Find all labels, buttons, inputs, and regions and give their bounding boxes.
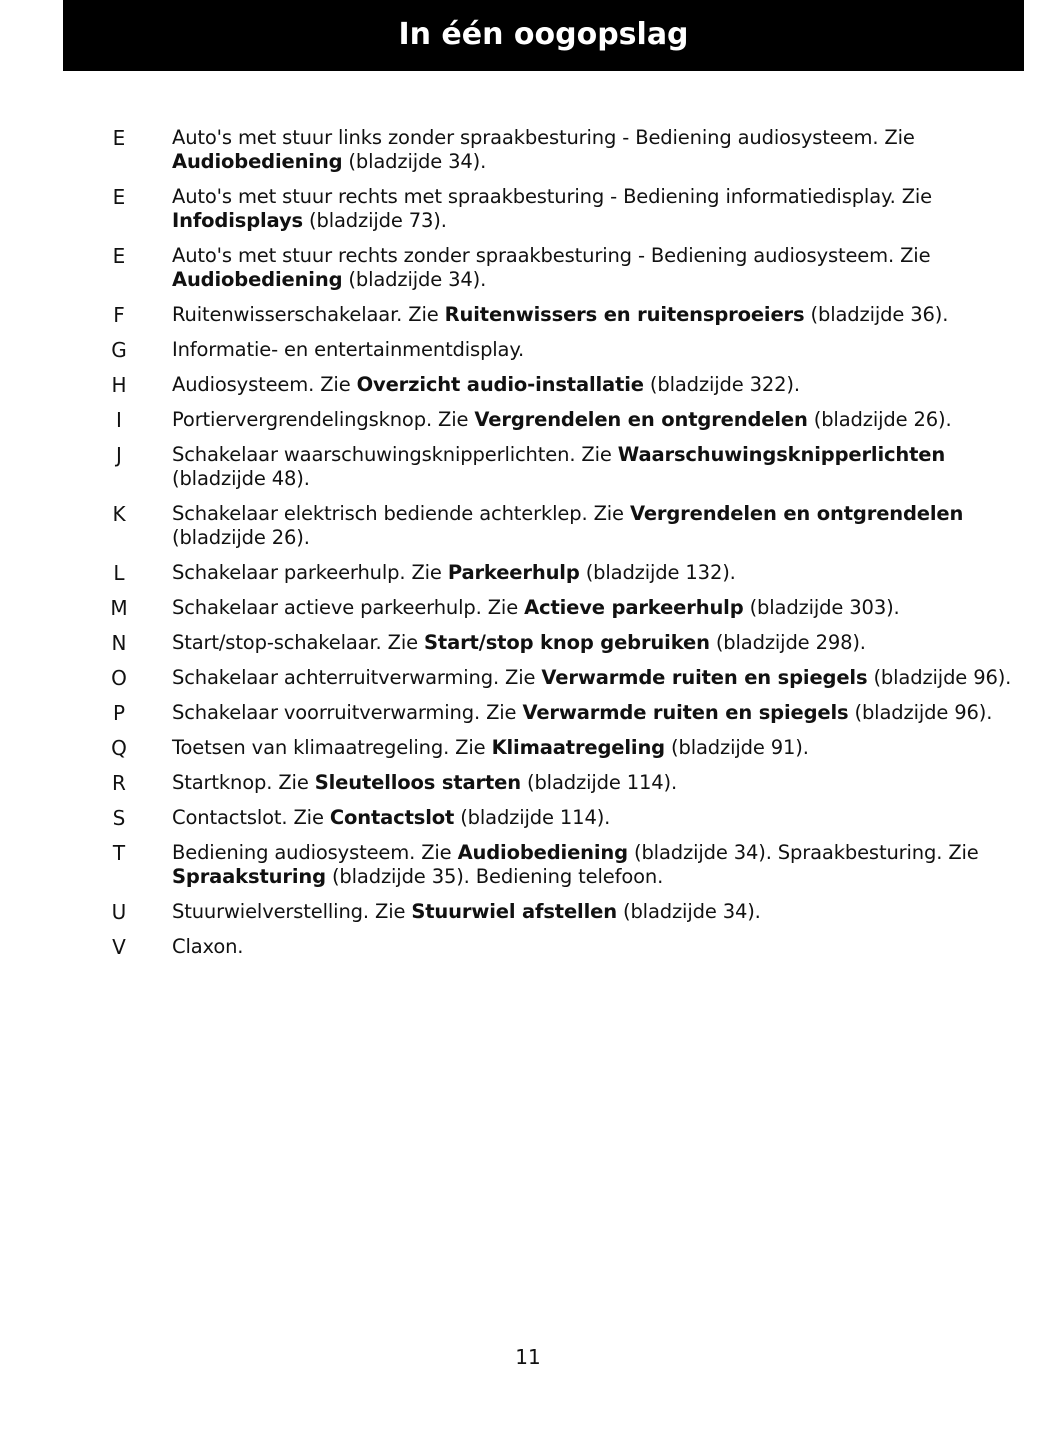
description-text: (bladzijde 298). bbox=[709, 631, 866, 654]
description-text: (bladzijde 91). bbox=[664, 736, 809, 759]
legend-letter: E bbox=[112, 244, 126, 268]
cross-reference-title: Contactslot bbox=[329, 806, 455, 829]
legend-description bbox=[172, 561, 1017, 585]
legend-description bbox=[172, 631, 1017, 655]
legend-item bbox=[0, 806, 1056, 830]
description-text: (bladzijde 114). bbox=[454, 806, 611, 829]
cross-reference-title: Audiobediening bbox=[457, 841, 628, 864]
legend-letter: F bbox=[113, 303, 125, 327]
legend-description bbox=[172, 841, 1017, 889]
cross-reference-title: Klimaatregeling bbox=[491, 736, 665, 759]
legend-item bbox=[0, 701, 1056, 725]
legend-letter: S bbox=[112, 806, 126, 830]
legend-item bbox=[0, 126, 1056, 174]
legend-description bbox=[172, 126, 1017, 174]
legend-letter: P bbox=[112, 701, 126, 725]
legend-letter: T bbox=[112, 841, 126, 865]
legend-letter: R bbox=[112, 771, 126, 795]
legend-description bbox=[172, 373, 1017, 397]
description-text: (bladzijde 34). bbox=[342, 150, 487, 173]
description-text: (bladzijde 34). bbox=[616, 900, 761, 923]
legend-item bbox=[0, 935, 1056, 959]
description-text: (bladzijde 36). bbox=[804, 303, 949, 326]
description-text: Contactslot. Zie bbox=[172, 806, 330, 829]
cross-reference-title: Stuurwiel afstellen bbox=[411, 900, 617, 923]
legend-description bbox=[172, 771, 1017, 795]
legend-item bbox=[0, 443, 1056, 491]
cross-reference-title: Audiobediening bbox=[172, 150, 343, 173]
legend-item bbox=[0, 631, 1056, 655]
description-text: Schakelaar voorruitverwarming. Zie bbox=[172, 701, 523, 724]
legend-letter: V bbox=[112, 935, 126, 959]
legend-letter: Q bbox=[111, 736, 127, 760]
description-text: Portiervergrendelingsknop. Zie bbox=[172, 408, 475, 431]
cross-reference-title: Overzicht audio-installatie bbox=[356, 373, 644, 396]
legend-item bbox=[0, 900, 1056, 924]
description-text: (bladzijde 132). bbox=[579, 561, 736, 584]
legend-description bbox=[172, 701, 1017, 725]
cross-reference-title: Actieve parkeerhulp bbox=[524, 596, 744, 619]
page-number: 11 bbox=[515, 1345, 541, 1369]
cross-reference-title: Waarschuwingsknipperlichten bbox=[617, 443, 946, 466]
description-text: Informatie- en entertainmentdisplay. bbox=[172, 338, 525, 361]
description-text: (bladzijde 35). Bediening telefoon. bbox=[325, 865, 664, 888]
legend-item bbox=[0, 502, 1056, 550]
legend-letter: I bbox=[116, 408, 122, 432]
description-text: (bladzijde 73). bbox=[303, 209, 447, 232]
description-text: Schakelaar elektrisch bediende achterklep. Zie bbox=[172, 502, 630, 525]
legend-description bbox=[172, 666, 1017, 690]
cross-reference-title: Start/stop knop gebruiken bbox=[424, 631, 710, 654]
legend-letter: E bbox=[112, 185, 126, 209]
legend-item bbox=[0, 244, 1056, 292]
page-title: In één oogopslag bbox=[398, 17, 689, 52]
legend-description bbox=[172, 900, 1017, 924]
description-text: Schakelaar waarschuwingsknipperlichten. Zie bbox=[172, 443, 618, 466]
legend-item bbox=[0, 596, 1056, 620]
legend-description bbox=[172, 244, 1017, 292]
description-text: (bladzijde 114). bbox=[520, 771, 678, 794]
description-text: (bladzijde 96). bbox=[867, 666, 1012, 689]
description-text: Bediening audiosysteem. Zie bbox=[172, 841, 458, 864]
description-text: (bladzijde 303). bbox=[743, 596, 900, 619]
legend-description bbox=[172, 338, 1017, 362]
legend-description bbox=[172, 185, 1017, 233]
legend-description bbox=[172, 736, 1017, 760]
description-text: Schakelaar actieve parkeerhulp. Zie bbox=[172, 596, 525, 619]
legend-description bbox=[172, 806, 1017, 830]
legend-description bbox=[172, 443, 1017, 491]
cross-reference-title: Parkeerhulp bbox=[447, 561, 580, 584]
legend-letter: L bbox=[113, 561, 125, 585]
description-text: (bladzijde 322). bbox=[643, 373, 800, 396]
description-text: Audiosysteem. Zie bbox=[172, 373, 357, 396]
legend-item bbox=[0, 736, 1056, 760]
cross-reference-title: Spraaksturing bbox=[172, 865, 326, 888]
legend-description bbox=[172, 935, 1017, 959]
legend-item bbox=[0, 185, 1056, 233]
legend-letter: E bbox=[112, 126, 126, 150]
description-text: Startknop. Zie bbox=[172, 771, 315, 794]
legend-description bbox=[172, 408, 1017, 432]
description-text: (bladzijde 48). bbox=[172, 467, 310, 490]
description-text: Claxon. bbox=[172, 935, 244, 958]
description-text: Ruitenwisserschakelaar. Zie bbox=[172, 303, 445, 326]
legend-item bbox=[0, 841, 1056, 889]
legend-item bbox=[0, 303, 1056, 327]
cross-reference-title: Verwarmde ruiten en spiegels bbox=[522, 701, 849, 724]
legend-letter: N bbox=[111, 631, 127, 655]
legend-item bbox=[0, 771, 1056, 795]
cross-reference-title: Vergrendelen en ontgrendelen bbox=[474, 408, 808, 431]
description-text: (bladzijde 96). bbox=[848, 701, 993, 724]
description-text: (bladzijde 26). bbox=[172, 526, 310, 549]
legend-description bbox=[172, 502, 1017, 550]
legend-letter: U bbox=[111, 900, 127, 924]
legend-letter: K bbox=[112, 502, 126, 526]
description-text: (bladzijde 34). Spraakbesturing. Zie bbox=[627, 841, 979, 864]
description-text: Auto's met stuur rechts zonder spraakbesturing - Bediening audiosysteem. Zie bbox=[172, 244, 931, 267]
description-text: Toetsen van klimaatregeling. Zie bbox=[172, 736, 492, 759]
legend-item bbox=[0, 666, 1056, 690]
legend-description bbox=[172, 596, 1017, 620]
cross-reference-title: Vergrendelen en ontgrendelen bbox=[629, 502, 964, 525]
legend-letter: G bbox=[111, 338, 127, 362]
legend-list bbox=[0, 126, 1056, 970]
legend-item bbox=[0, 338, 1056, 362]
description-text: (bladzijde 26). bbox=[807, 408, 952, 431]
description-text: Start/stop-schakelaar. Zie bbox=[172, 631, 425, 654]
cross-reference-title: Infodisplays bbox=[172, 209, 303, 232]
header-bar bbox=[63, 0, 1024, 71]
cross-reference-title: Verwarmde ruiten en spiegels bbox=[541, 666, 868, 689]
legend-item bbox=[0, 408, 1056, 432]
cross-reference-title: Sleutelloos starten bbox=[314, 771, 521, 794]
cross-reference-title: Audiobediening bbox=[172, 268, 343, 291]
legend-letter: J bbox=[116, 443, 122, 467]
legend-description bbox=[172, 303, 1017, 327]
legend-item bbox=[0, 373, 1056, 397]
description-text: Auto's met stuur rechts met spraakbesturing - Bediening informatiedisplay. Zie bbox=[172, 185, 933, 208]
description-text: Auto's met stuur links zonder spraakbesturing - Bediening audiosysteem. Zie bbox=[172, 126, 915, 149]
description-text: Stuurwielverstelling. Zie bbox=[172, 900, 412, 923]
legend-letter: H bbox=[111, 373, 127, 397]
legend-letter: O bbox=[111, 666, 127, 690]
description-text: (bladzijde 34). bbox=[342, 268, 487, 291]
cross-reference-title: Ruitenwissers en ruitensproeiers bbox=[444, 303, 805, 326]
description-text: Schakelaar parkeerhulp. Zie bbox=[172, 561, 448, 584]
description-text: Schakelaar achterruitverwarming. Zie bbox=[172, 666, 542, 689]
legend-letter: M bbox=[110, 596, 128, 620]
legend-item bbox=[0, 561, 1056, 585]
